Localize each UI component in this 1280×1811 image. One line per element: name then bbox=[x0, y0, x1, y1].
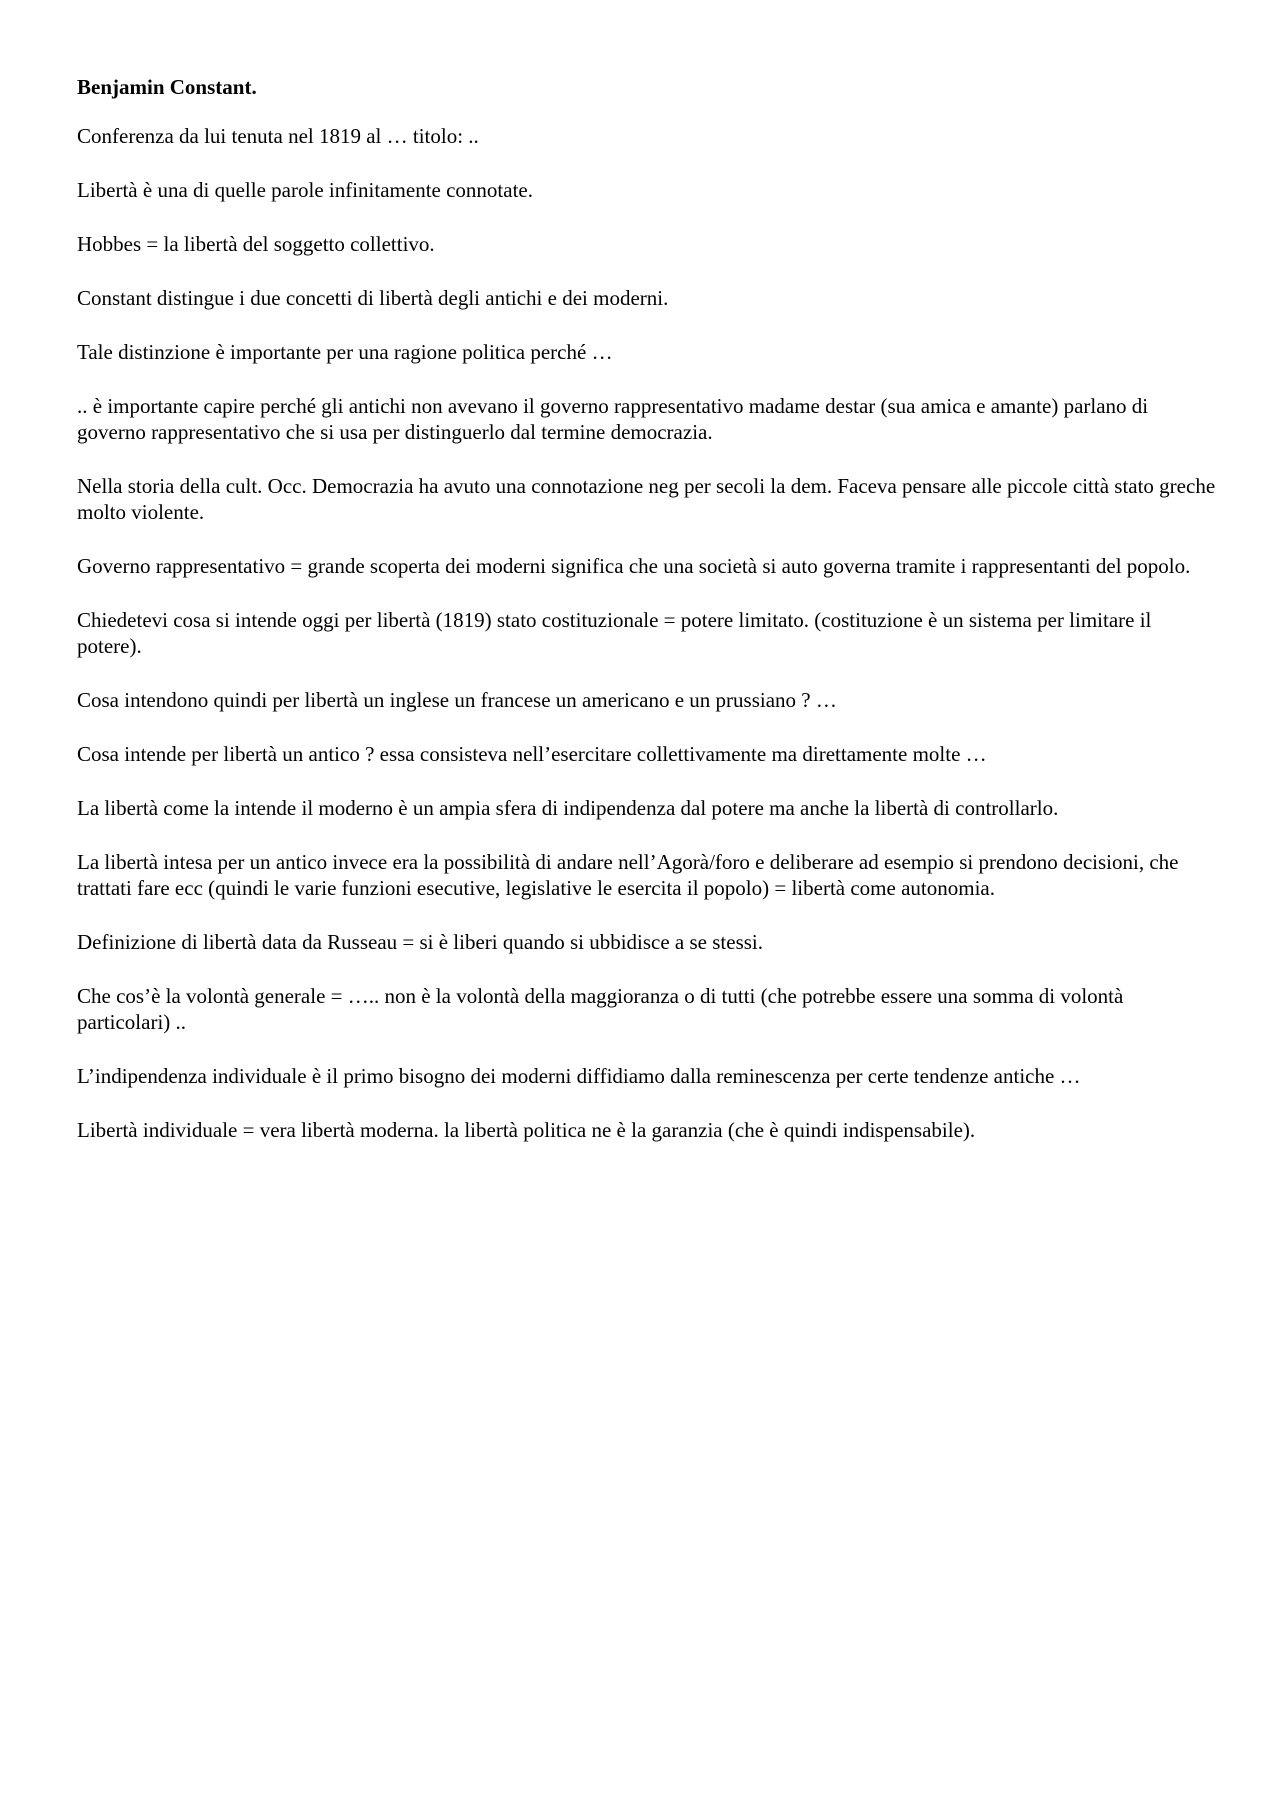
paragraph: Che cos’è la volontà generale = ….. non è la volontà della maggioranza o di tutti (che potrebbe essere una somma di volontà particolari) .. bbox=[77, 984, 1124, 1034]
paragraph: .. è importante capire perché gli antichi non avevano il governo rappresentativo madame destar (sua amica e amante) parlano di governo rappresentativo che si usa per distinguerlo dal termine democrazia. bbox=[77, 394, 1149, 444]
paragraph: Cosa intende per libertà un antico ? essa consisteva nell’esercitare collettivamente ma direttamente molte … bbox=[77, 742, 987, 766]
paragraph: Constant distingue i due concetti di libertà degli antichi e dei moderni. bbox=[77, 286, 669, 310]
paragraph: Libertà individuale = vera libertà moderna. la libertà politica ne è la garanzia (che è quindi indispensabile). bbox=[77, 1118, 976, 1142]
paragraph: L’indipendenza individuale è il primo bisogno dei moderni diffidiamo dalla reminescenza per certe tendenze antiche … bbox=[77, 1064, 1081, 1088]
document-page bbox=[77, 74, 1217, 1171]
paragraph: Libertà è una di quelle parole infinitamente connotate. bbox=[77, 178, 533, 202]
paragraph: Conferenza da lui tenuta nel 1819 al … titolo: .. bbox=[77, 124, 479, 148]
paragraph: Tale distinzione è importante per una ragione politica perché … bbox=[77, 340, 613, 364]
paragraph: Nella storia della cult. Occ. Democrazia ha avuto una connotazione neg per secoli la dem. Faceva pensare alle piccole città stato greche molto violente. bbox=[77, 474, 1216, 524]
document-title: Benjamin Constant. bbox=[77, 75, 257, 99]
paragraph: La libertà come la intende il moderno è un ampia sfera di indipendenza dal potere ma anche la libertà di controllarlo. bbox=[77, 796, 1059, 820]
paragraph: Chiedetevi cosa si intende oggi per libertà (1819) stato costituzionale = potere limitato. (costituzione è un sistema per limitare il potere). bbox=[77, 608, 1152, 658]
paragraph: Cosa intendono quindi per libertà un inglese un francese un americano e un prussiano ? … bbox=[77, 688, 837, 712]
paragraph: Governo rappresentativo = grande scoperta dei moderni significa che una società si auto governa tramite i rappresentanti del popolo. bbox=[77, 554, 1191, 578]
paragraph: Hobbes = la libertà del soggetto collettivo. bbox=[77, 232, 435, 256]
paragraph: Definizione di libertà data da Russeau = si è liberi quando si ubbidisce a se stessi. bbox=[77, 930, 764, 954]
paragraph: La libertà intesa per un antico invece era la possibilità di andare nell’Agorà/foro e deliberare ad esempio si prendono decisioni, che trattati fare ecc (quindi le varie funzioni esecutive, legislative le esercita il popolo) = libertà come autonomia. bbox=[77, 850, 1179, 900]
